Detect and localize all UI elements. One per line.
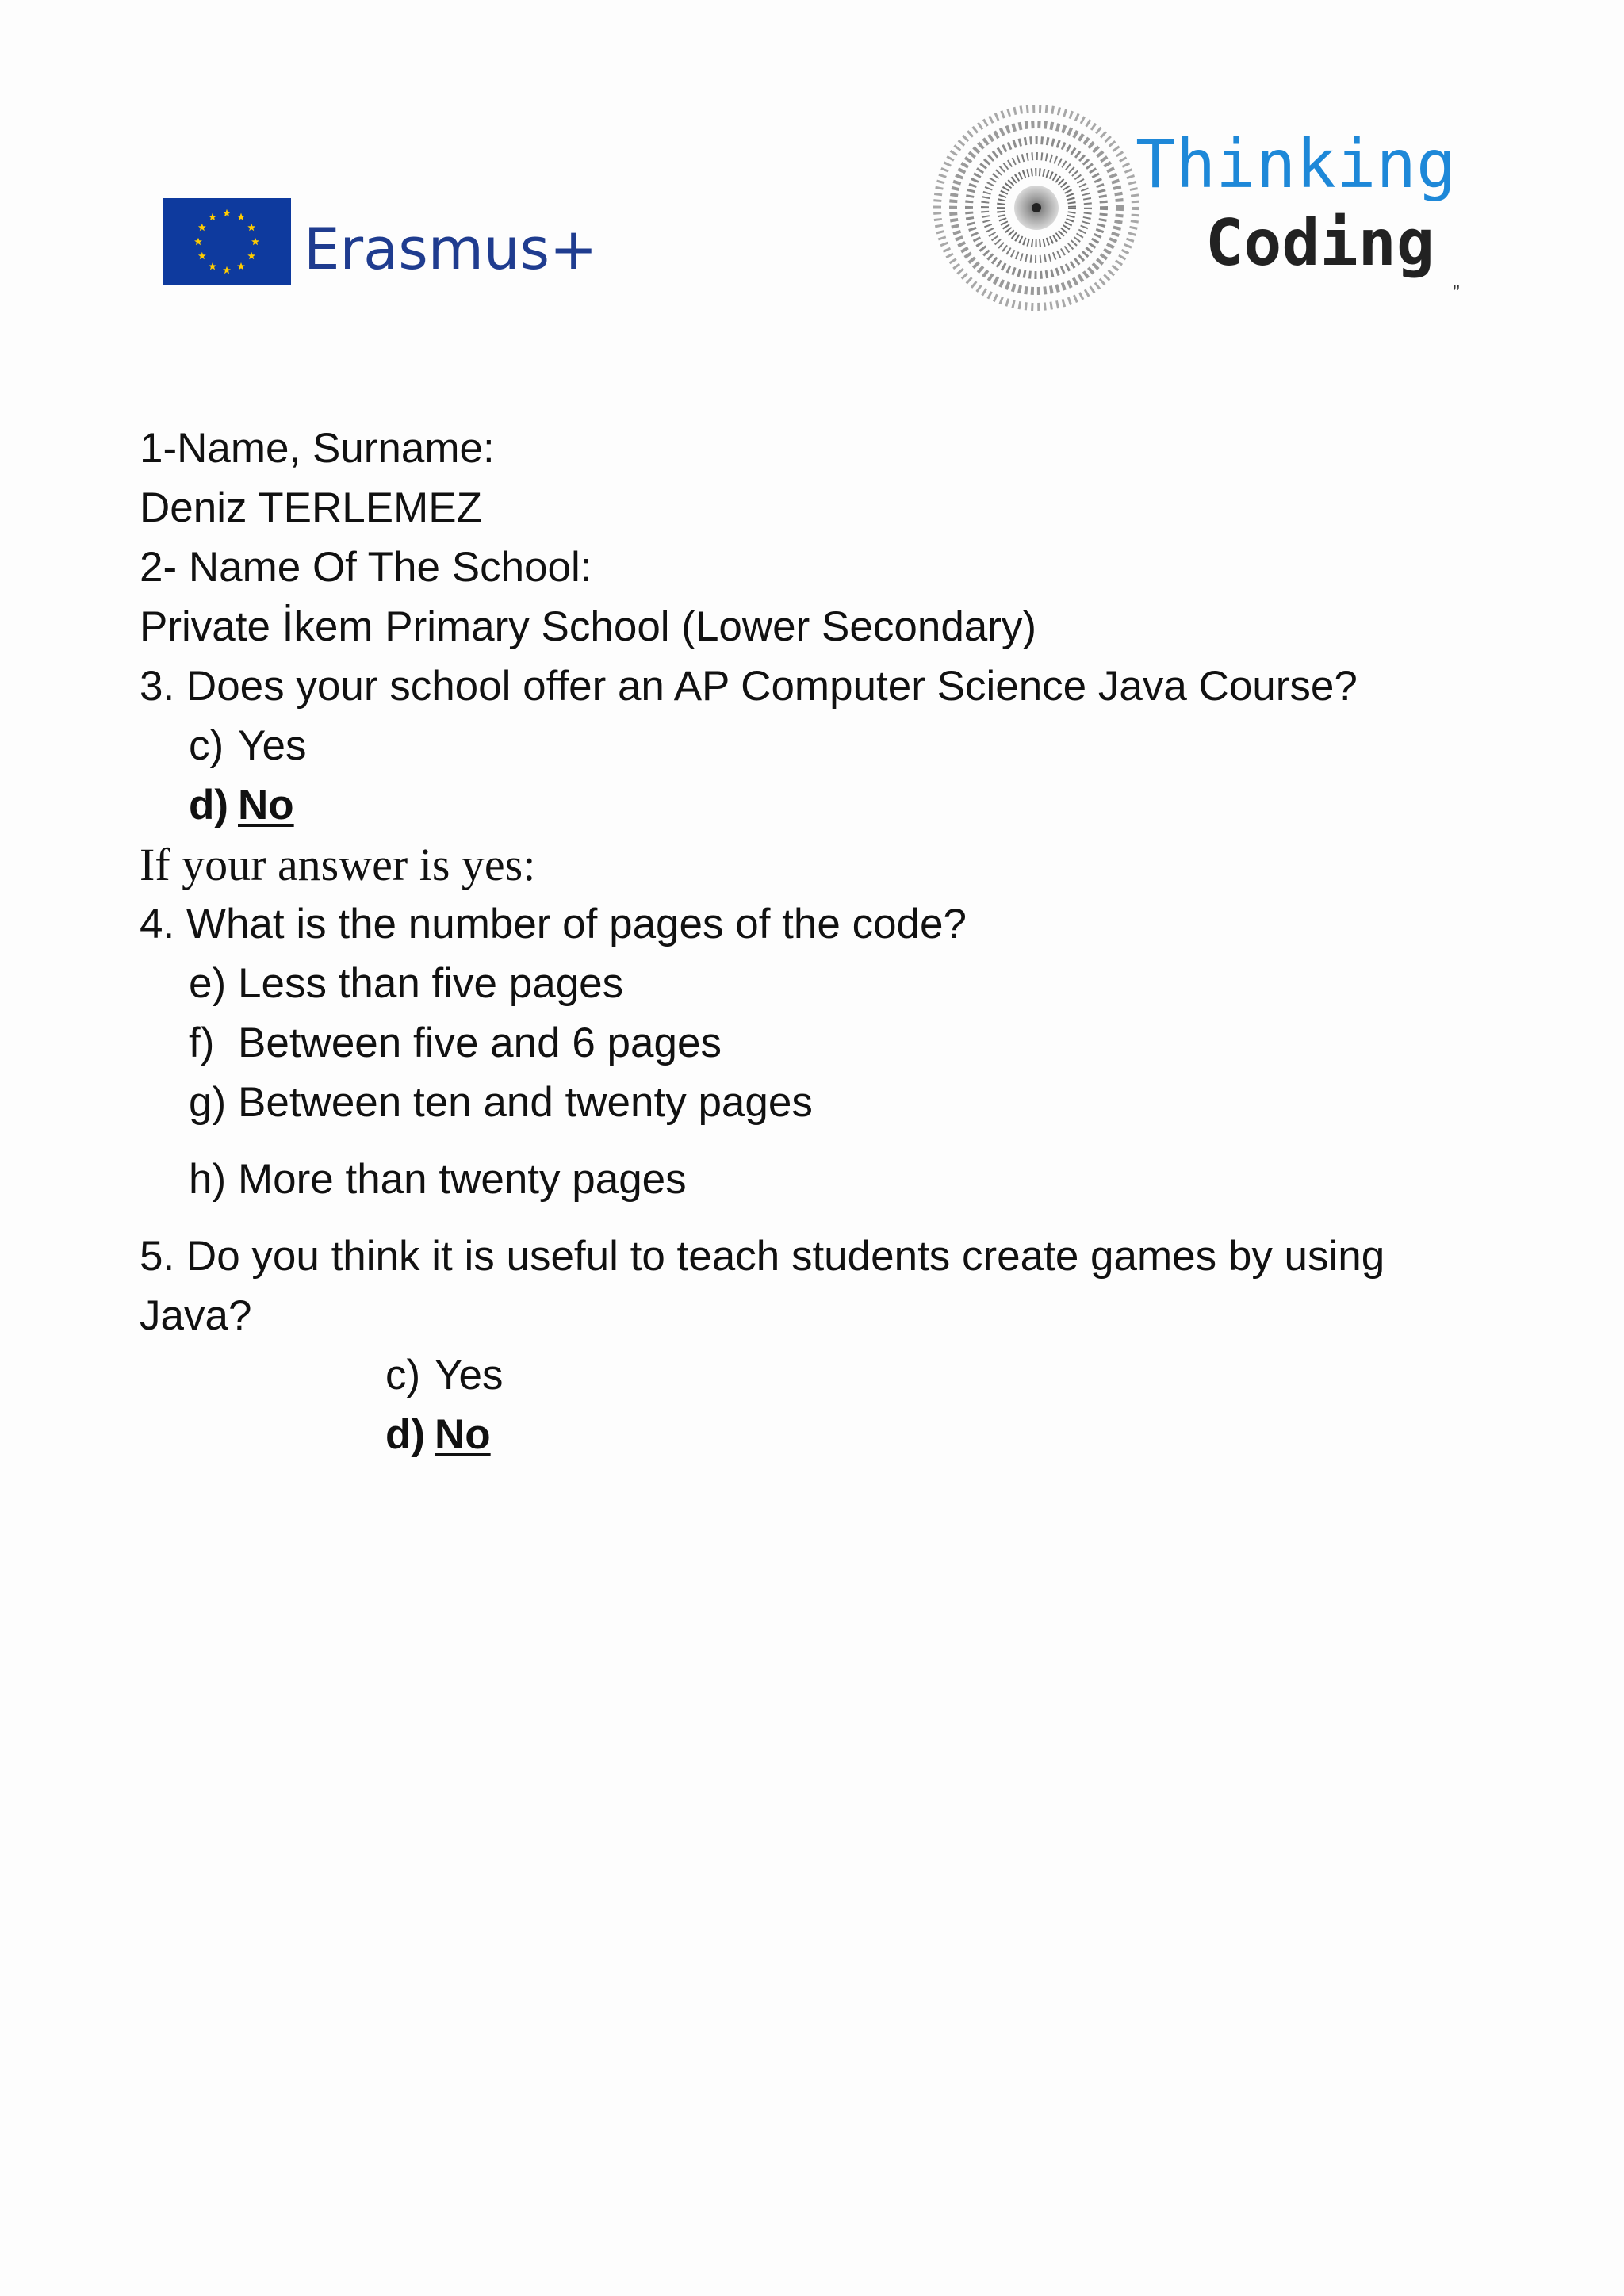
question-3-label: 3. Does your school offer an AP Computer Science Java Course?	[140, 663, 1358, 710]
option-text: Yes	[435, 1352, 504, 1399]
binary-spiral-icon	[928, 99, 1146, 317]
option-text: Between five and 6 pages	[238, 1020, 722, 1066]
question-4-label: 4. What is the number of pages of the code?	[140, 901, 967, 947]
question-5-option-no-selected	[140, 1405, 1503, 1464]
question-5-label: 5. Do you think it is useful to teach students create games by using Java?	[140, 1233, 1385, 1339]
option-letter: h)	[189, 1156, 227, 1203]
question-4-option-f	[140, 1013, 1503, 1073]
option-text: No	[435, 1411, 491, 1458]
option-text: Yes	[238, 722, 307, 769]
option-letter: e)	[189, 960, 227, 1007]
question-5-option-yes	[140, 1345, 1503, 1405]
question-4-option-e	[140, 954, 1503, 1013]
thinking-coding-logo	[928, 99, 1457, 317]
option-letter: c)	[385, 1352, 421, 1399]
question-4-option-g	[140, 1073, 1503, 1132]
option-letter: d)	[385, 1411, 426, 1458]
question-3-option-yes	[140, 716, 1503, 775]
stray-quote-mark: ”	[1453, 281, 1460, 304]
option-letter: c)	[189, 722, 224, 769]
erasmus-logo	[163, 198, 598, 293]
option-text: Between ten and twenty pages	[238, 1079, 813, 1126]
question-1-label: 1-Name, Surname:	[140, 425, 495, 472]
option-text: Less than five pages	[238, 960, 624, 1007]
question-3-option-no-selected	[140, 775, 1503, 835]
question-4-option-h	[140, 1150, 1503, 1209]
question-2-label: 2- Name Of The School:	[140, 544, 592, 591]
coding-wordmark: Coding	[1205, 206, 1434, 280]
question-2-answer: Private İkem Primary School (Lower Secondary)	[140, 603, 1037, 650]
questionnaire	[140, 419, 1503, 1464]
thinking-wordmark: Thinking	[1136, 125, 1457, 203]
option-text: No	[238, 782, 294, 828]
question-1-answer: Deniz TERLEMEZ	[140, 484, 482, 531]
option-letter: d)	[189, 782, 229, 828]
option-letter: f)	[189, 1020, 215, 1066]
eu-flag-icon	[163, 198, 291, 285]
erasmus-wordmark: Erasmus+	[304, 216, 598, 282]
conditional-note: If your answer is yes:	[140, 839, 536, 890]
option-text: More than twenty pages	[238, 1156, 687, 1203]
option-letter: g)	[189, 1079, 227, 1126]
